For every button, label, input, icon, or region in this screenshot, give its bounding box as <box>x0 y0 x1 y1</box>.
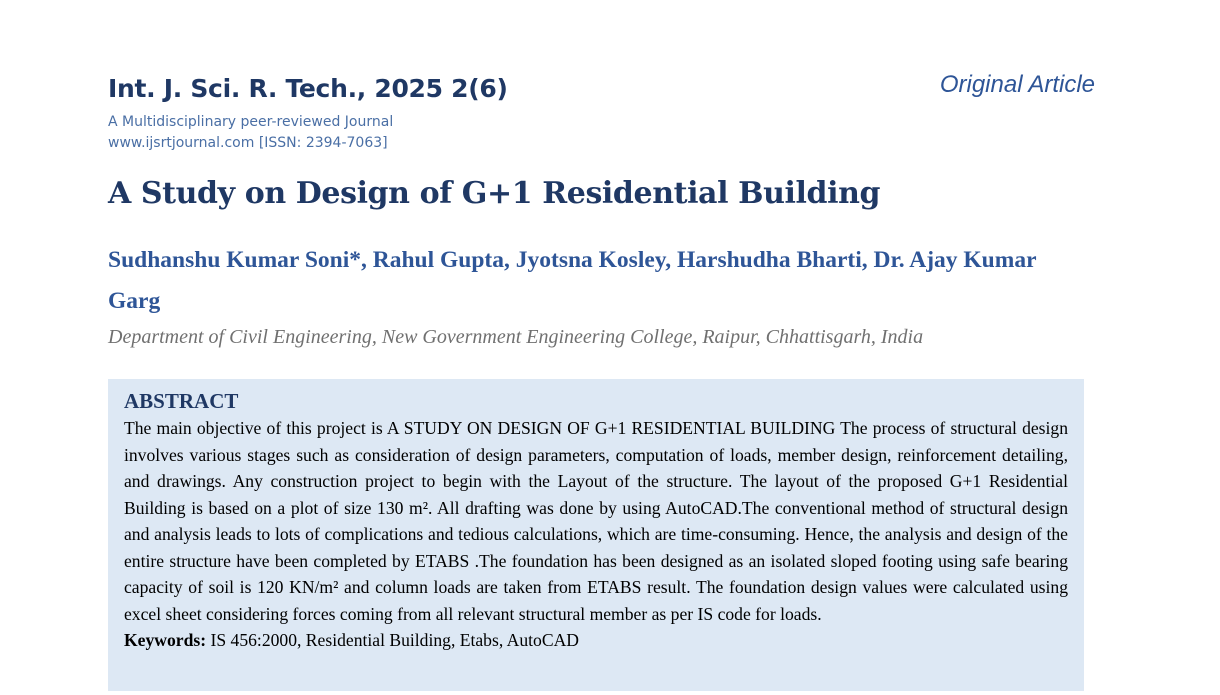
journal-site-issn: www.ijsrtjournal.com [ISSN: 2394-7063] <box>108 135 388 151</box>
keywords-list: IS 456:2000, Residential Building, Etabs, AutoCAD <box>210 630 579 650</box>
abstract-section <box>108 379 1084 691</box>
abstract-body: The main objective of this project is A STUDY ON DESIGN OF G+1 RESIDENTIAL BUILDING The process of structural design involves various stages such as consideration of design parameters, computation of loads, member design, reinforcement detailing, and drawings. Any construction project to begin with the Layout of the structure. The layout of the proposed G+1 Residential Building is based on a plot of size 130 m². All drafting was done by using AutoCAD.The conventional method of structural design and analysis leads to lots of complications and tedious calculations, which are time-consuming. Hence, the analysis and design of the entire structure have been completed by ETABS .The foundation has been designed as an isolated sloped footing using safe bearing capacity of soil is 120 KN/m² and column loads are taken from ETABS result. The foundation design values were calculated using excel sheet considering forces coming from all relevant structural member as per IS code for loads. <box>124 418 1068 624</box>
journal-name: Int. J. Sci. R. Tech., 2025 2(6) <box>108 74 508 103</box>
article-type-label: Original Article <box>939 71 1095 98</box>
author-affiliation: Department of Civil Engineering, New Government Engineering College, Raipur, Chhattisgarh, India <box>108 326 924 348</box>
abstract-heading: ABSTRACT <box>124 389 239 413</box>
author-list: Sudhanshu Kumar Soni*, Rahul Gupta, Jyotsna Kosley, Harshudha Bharti, Dr. Ajay Kumar Garg <box>108 247 1037 314</box>
keywords-line <box>124 627 1068 654</box>
journal-tagline: A Multidisciplinary peer-reviewed Journal <box>108 114 394 130</box>
paper-title: A Study on Design of G+1 Residential Building <box>108 176 881 211</box>
keywords-label: Keywords: <box>124 630 207 650</box>
